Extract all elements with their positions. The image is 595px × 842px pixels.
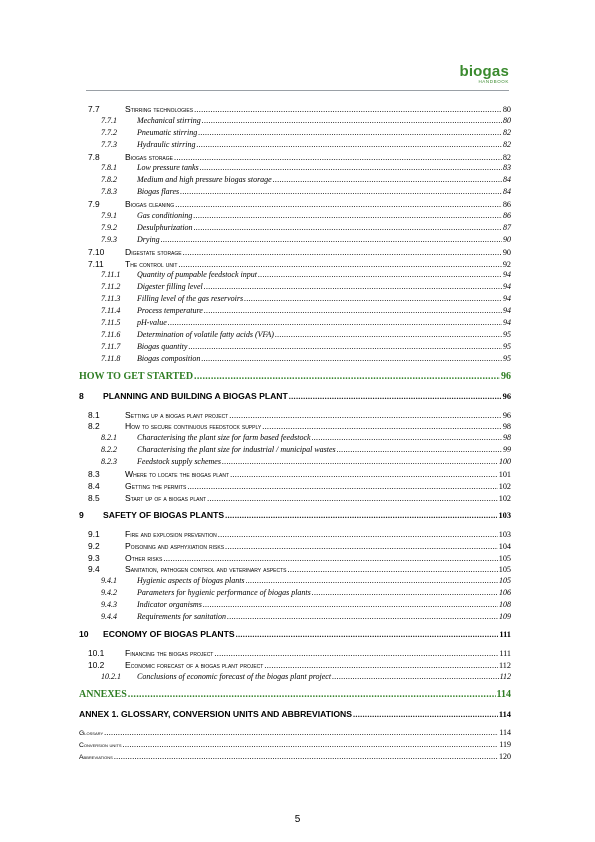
toc-entry-title: How to secure continuous feedstock supply <box>125 421 262 432</box>
toc-entry-page: 82 <box>503 127 511 137</box>
toc-dot-leader <box>198 128 502 137</box>
toc-dot-leader <box>246 576 498 585</box>
toc-entry-page: 96 <box>502 410 511 420</box>
toc-entry-title: Indicator organisms <box>137 600 202 610</box>
toc-entry-lvl2[interactable] <box>79 469 511 481</box>
toc-entry-page: 94 <box>503 282 511 292</box>
toc-entry-page: 105 <box>498 553 511 563</box>
toc-entry-number: 7.9.2 <box>101 222 117 232</box>
toc-entry-lvl2[interactable] <box>79 104 511 116</box>
toc-dot-leader <box>175 200 502 209</box>
toc-entry-lvl2[interactable] <box>79 564 511 576</box>
toc-entry-title: SAFETY OF BIOGAS PLANTS <box>103 509 225 520</box>
toc-entry-page: 98 <box>503 433 511 443</box>
toc-entry-lvl3[interactable] <box>79 163 511 175</box>
toc-entry-page: 80 <box>503 115 511 125</box>
toc-entry-page: 104 <box>498 541 511 551</box>
toc-entry-page: 102 <box>498 481 511 491</box>
toc-entry-part[interactable] <box>79 689 511 703</box>
toc-dot-leader <box>218 530 498 539</box>
toc-entry-number: 10 <box>79 628 89 639</box>
toc-entry-title: Start up of a biogas plant <box>125 492 207 503</box>
toc-entry-page: 94 <box>503 318 511 328</box>
toc-entry-title: pH-value <box>137 318 167 328</box>
toc-entry-annex-sub[interactable] <box>79 752 511 764</box>
toc-entry-lvl3[interactable] <box>79 612 511 624</box>
toc-entry-annex-sub[interactable] <box>79 740 511 752</box>
toc-entry-page: 82 <box>503 139 511 149</box>
toc-entry-page: 119 <box>499 739 511 749</box>
toc-entry-number: 7.9 <box>88 199 100 210</box>
toc-entry-title: Hygienic aspects of biogas plants <box>137 576 245 586</box>
toc-entry-lvl3[interactable] <box>79 318 511 330</box>
toc-entry-page: 95 <box>503 341 511 351</box>
toc-entry-number: 7.7.2 <box>101 127 117 137</box>
toc-entry-number: 7.11 <box>88 258 104 269</box>
toc-entry-number: 7.7.1 <box>101 115 117 125</box>
toc-dot-leader <box>196 140 502 149</box>
toc-entry-number: 9.4.3 <box>101 600 117 610</box>
toc-entry-title: Characterising the plant size for industrial / municipal wastes <box>137 445 336 455</box>
toc-entry-lvl3[interactable] <box>79 306 511 318</box>
toc-entry-number: 7.10 <box>88 246 105 257</box>
toc-entry-page: 83 <box>503 163 511 173</box>
toc-entry-lvl3[interactable] <box>79 270 511 282</box>
toc-entry-title: Filling level of the gas reservoirs <box>137 294 244 304</box>
toc-entry-number: 7.11.3 <box>101 294 121 304</box>
toc-entry-title: Biogas composition <box>137 353 201 363</box>
toc-dot-leader <box>161 235 502 244</box>
toc-entry-title: Economic forecast of a biogas plant project <box>125 659 264 670</box>
toc-dot-leader <box>194 371 500 382</box>
toc-entry-title: Parameters for hygienic performance of biogas plants <box>137 588 311 598</box>
toc-entry-number: 9.4.4 <box>101 611 117 621</box>
toc-entry-title: PLANNING AND BUILDING A BIOGAS PLANT <box>103 390 288 401</box>
toc-entry-title: Conversion units <box>79 741 122 749</box>
toc-dot-leader <box>207 494 498 503</box>
toc-entry-number: 7.8.1 <box>101 163 117 173</box>
toc-dot-leader <box>225 542 498 551</box>
toc-entry-page: 94 <box>503 270 511 280</box>
toc-entry-page: 109 <box>499 611 511 621</box>
toc-entry-page: 100 <box>499 457 511 467</box>
toc-entry-title: ANNEX 1. GLOSSARY, CONVERSION UNITS AND ABBREVIATIONS <box>79 708 352 719</box>
toc-entry-title: Process temperature <box>137 306 203 316</box>
toc-entry-title: The control unit <box>125 258 178 269</box>
toc-dot-leader <box>201 354 502 363</box>
toc-entry-lvl3[interactable] <box>79 330 511 342</box>
toc-entry-lvl2[interactable] <box>79 481 511 493</box>
toc-dot-leader <box>178 260 501 269</box>
toc-entry-number: 7.11.6 <box>101 329 121 339</box>
toc-entry-number: 9.3 <box>88 552 100 563</box>
toc-entry-page: 108 <box>499 600 511 610</box>
toc-entry-lvl3[interactable] <box>79 175 511 187</box>
toc-entry-lvl3[interactable] <box>79 116 511 128</box>
toc-entry-page: 86 <box>502 200 511 210</box>
toc-entry-page: 87 <box>503 222 511 232</box>
toc-dot-leader <box>104 728 498 737</box>
logo-word: biogas <box>459 63 509 80</box>
toc-entry-lvl2[interactable] <box>79 660 511 672</box>
toc-entry-number: 7.11.5 <box>101 318 121 328</box>
toc-dot-leader <box>183 248 502 257</box>
toc-entry-number: 8.2.2 <box>101 445 117 455</box>
toc-entry-lvl3[interactable] <box>79 187 511 199</box>
toc-entry-page: 80 <box>502 105 511 114</box>
toc-dot-leader <box>202 116 502 125</box>
toc-entry-lvl3[interactable] <box>79 445 511 457</box>
toc-entry-number: 9.4.1 <box>101 576 117 586</box>
toc-entry-number: 10.2 <box>88 659 105 670</box>
toc-dot-leader <box>312 588 498 597</box>
toc-dot-leader <box>229 411 502 420</box>
toc-entry-number: 9 <box>79 509 84 520</box>
toc-entry-lvl3[interactable] <box>79 576 511 588</box>
table-of-contents <box>79 104 511 764</box>
toc-entry-title: ECONOMY OF BIOGAS PLANTS <box>103 628 235 639</box>
toc-entry-annex-sub[interactable] <box>79 728 511 740</box>
toc-dot-leader <box>203 600 498 609</box>
toc-entry-title: Low pressure tanks <box>137 163 199 173</box>
toc-entry-title: Quantity of pumpable feedstock input <box>137 270 257 280</box>
toc-entry-lvl3[interactable] <box>79 282 511 294</box>
toc-entry-lvl2[interactable] <box>79 541 511 553</box>
toc-dot-leader <box>273 175 502 184</box>
toc-entry-number: 7.8 <box>88 151 100 162</box>
toc-dot-leader <box>258 270 502 279</box>
toc-entry-page: 86 <box>503 211 511 221</box>
toc-dot-leader <box>194 223 502 232</box>
toc-dot-leader <box>337 445 502 454</box>
toc-entry-lvl2[interactable] <box>79 259 511 271</box>
page-number: 5 <box>294 814 301 825</box>
toc-entry-number: 8 <box>79 390 84 401</box>
toc-entry-number: 8.2.3 <box>101 457 117 467</box>
logo-subtitle: HANDBOOK <box>478 79 509 84</box>
toc-entry-number: 8.1 <box>88 409 100 420</box>
toc-entry-chap[interactable] <box>79 510 511 524</box>
toc-entry-lvl2[interactable] <box>79 152 511 164</box>
toc-entry-number: 9.1 <box>88 528 100 539</box>
toc-entry-lvl3[interactable] <box>79 342 511 354</box>
toc-entry-number: 7.11.7 <box>101 341 121 351</box>
toc-entry-lvl3[interactable] <box>79 294 511 306</box>
toc-entry-page: 105 <box>499 576 511 586</box>
toc-entry-title: Hydraulic stirring <box>137 139 196 149</box>
toc-dot-leader <box>353 710 498 719</box>
toc-entry-title: Poisoning and asphyxiation risks <box>125 540 225 551</box>
toc-entry-chap[interactable] <box>79 629 511 643</box>
toc-dot-leader <box>128 689 496 700</box>
toc-dot-leader <box>174 153 502 162</box>
toc-dot-leader <box>200 163 502 172</box>
toc-dot-leader <box>312 433 502 442</box>
header-rule <box>86 90 509 91</box>
toc-dot-leader <box>114 752 498 761</box>
toc-dot-leader <box>289 392 502 401</box>
toc-entry-title: Biogas storage <box>125 151 173 162</box>
toc-entry-number: 10.2.1 <box>101 671 121 681</box>
toc-entry-title: Sanitation, pathogen control and veterinary aspects <box>125 564 287 575</box>
toc-entry-page: 112 <box>499 671 511 681</box>
toc-entry-lvl3[interactable] <box>79 588 511 600</box>
toc-dot-leader <box>168 318 502 327</box>
toc-entry-number: 7.8.3 <box>101 187 117 197</box>
toc-entry-lvl2[interactable] <box>79 553 511 565</box>
toc-entry-chap[interactable] <box>79 391 511 405</box>
toc-entry-title: Setting up a biogas plant project <box>125 409 229 420</box>
toc-entry-number: 7.7 <box>88 104 100 114</box>
toc-entry-page: 111 <box>499 629 511 639</box>
toc-entry-lvl3[interactable] <box>79 128 511 140</box>
toc-entry-lvl2[interactable] <box>79 410 511 422</box>
toc-dot-leader <box>332 672 499 681</box>
toc-entry-page: 94 <box>503 306 511 316</box>
toc-entry-lvl3[interactable] <box>79 223 511 235</box>
toc-entry-page: 114 <box>498 709 511 719</box>
toc-dot-leader <box>222 457 498 466</box>
toc-entry-page: 106 <box>499 588 511 598</box>
toc-dot-leader <box>204 306 502 315</box>
toc-entry-number: 10.1 <box>88 647 105 658</box>
toc-dot-leader <box>163 554 497 563</box>
toc-entry-lvl3[interactable] <box>79 672 511 684</box>
toc-entry-title: Where to locate the biogas plant <box>125 469 230 480</box>
toc-entry-page: 84 <box>503 187 511 197</box>
toc-dot-leader <box>275 330 502 339</box>
toc-entry-page: 120 <box>499 751 511 761</box>
toc-entry-number: 7.7.3 <box>101 139 117 149</box>
toc-entry-title: Financing the biogas project <box>125 647 214 658</box>
toc-entry-page: 92 <box>502 259 511 269</box>
toc-entry-title: Stirring technologies <box>125 104 194 114</box>
toc-entry-page: 95 <box>503 353 511 363</box>
toc-entry-page: 96 <box>502 391 511 401</box>
toc-dot-leader <box>187 482 497 491</box>
toc-entry-title: Gas conditioning <box>137 211 193 221</box>
toc-entry-number: 8.4 <box>88 480 100 491</box>
toc-entry-title: ANNEXES <box>79 688 127 700</box>
toc-entry-page: 103 <box>498 510 511 520</box>
toc-entry-number: 8.2 <box>88 421 100 432</box>
toc-entry-page: 98 <box>502 422 511 432</box>
toc-entry-number: 8.2.1 <box>101 433 117 443</box>
toc-dot-leader <box>180 187 502 196</box>
toc-entry-page: 96 <box>501 370 511 382</box>
toc-entry-lvl3[interactable] <box>79 433 511 445</box>
toc-entry-number: 9.4.2 <box>101 588 117 598</box>
toc-entry-page: 90 <box>503 234 511 244</box>
toc-entry-title: Fire and explosion prevention <box>125 528 217 539</box>
toc-entry-title: Biogas quantity <box>137 341 188 351</box>
toc-entry-number: 7.9.1 <box>101 211 117 221</box>
toc-entry-lvl2[interactable] <box>79 529 511 541</box>
toc-dot-leader <box>225 511 497 520</box>
toc-entry-title: Glossary <box>79 729 104 737</box>
toc-entry-page: 95 <box>503 329 511 339</box>
toc-entry-number: 9.4 <box>88 564 100 575</box>
toc-entry-page: 105 <box>498 565 511 575</box>
toc-entry-title: Conclusions of economic forecast of the biogas plant project <box>137 671 332 681</box>
toc-dot-leader <box>236 630 499 639</box>
toc-entry-number: 7.11.1 <box>101 270 121 280</box>
toc-dot-leader <box>230 470 498 479</box>
toc-entry-title: Requirements for sanitation <box>137 611 227 621</box>
toc-entry-lvl3[interactable] <box>79 600 511 612</box>
toc-entry-part[interactable] <box>79 371 511 385</box>
toc-entry-title: HOW TO GET STARTED <box>79 370 194 382</box>
toc-entry-lvl2[interactable] <box>79 247 511 259</box>
toc-entry-title: Abbreviations <box>79 753 113 761</box>
toc-entry-page: 82 <box>502 152 511 162</box>
toc-entry-lvl3[interactable] <box>79 235 511 247</box>
toc-entry-lvl3[interactable] <box>79 140 511 152</box>
toc-entry-number: 8.3 <box>88 469 100 480</box>
toc-entry-page: 102 <box>498 493 511 503</box>
toc-dot-leader <box>194 105 502 114</box>
toc-entry-lvl2[interactable] <box>79 199 511 211</box>
toc-entry-title: Medium and high pressure biogas storage <box>137 175 272 185</box>
toc-entry-page: 114 <box>499 727 511 737</box>
toc-entry-lvl2[interactable] <box>79 421 511 433</box>
toc-dot-leader <box>123 740 499 749</box>
toc-entry-page: 94 <box>503 294 511 304</box>
toc-entry-title: Feedstock supply schemes <box>137 457 221 467</box>
toc-dot-leader <box>244 294 502 303</box>
toc-entry-title: Desulphurization <box>137 222 193 232</box>
toc-entry-page: 103 <box>498 529 511 539</box>
toc-entry-title: Mechanical stirring <box>137 115 201 125</box>
toc-entry-title: Getting the permits <box>125 480 187 491</box>
toc-entry-lvl3[interactable] <box>79 354 511 366</box>
toc-dot-leader <box>264 661 498 670</box>
toc-dot-leader <box>227 612 498 621</box>
toc-dot-leader <box>204 282 502 291</box>
toc-entry-page: 101 <box>498 470 511 480</box>
toc-dot-leader <box>193 211 502 220</box>
toc-entry-number: 7.11.8 <box>101 353 121 363</box>
toc-dot-leader <box>214 649 498 658</box>
toc-entry-title: Characterising the plant size for farm based feedstock <box>137 433 311 443</box>
toc-entry-page: 112 <box>499 660 511 670</box>
toc-entry-page: 114 <box>496 688 511 700</box>
toc-entry-lvl2[interactable] <box>79 493 511 505</box>
toc-entry-number: 7.11.2 <box>101 282 121 292</box>
toc-entry-page: 84 <box>503 175 511 185</box>
toc-dot-leader <box>188 342 502 351</box>
toc-entry-title: Biogas cleaning <box>125 199 175 210</box>
toc-entry-title: Determination of volatile fatty acids (VFA) <box>137 329 274 339</box>
toc-dot-leader <box>288 565 498 574</box>
toc-entry-page: 111 <box>499 648 511 658</box>
toc-entry-lvl3[interactable] <box>79 211 511 223</box>
toc-entry-annex-head[interactable] <box>79 709 511 723</box>
toc-entry-number: 7.11.4 <box>101 306 121 316</box>
toc-entry-lvl2[interactable] <box>79 648 511 660</box>
toc-entry-title: Digester filling level <box>137 282 203 292</box>
toc-entry-title: Biogas flares <box>137 187 180 197</box>
toc-entry-number: 8.5 <box>88 492 100 503</box>
toc-entry-number: 7.9.3 <box>101 234 117 244</box>
toc-entry-title: Drying <box>137 234 160 244</box>
toc-entry-title: Pneumatic stirring <box>137 127 198 137</box>
toc-entry-title: Other risks <box>125 552 163 563</box>
toc-entry-page: 90 <box>502 247 511 257</box>
toc-entry-page: 99 <box>503 445 511 455</box>
toc-entry-number: 7.8.2 <box>101 175 117 185</box>
toc-entry-lvl3[interactable] <box>79 457 511 469</box>
biogas-handbook-logo <box>459 64 509 85</box>
toc-entry-number: 9.2 <box>88 540 100 551</box>
toc-entry-title: Digestate storage <box>125 246 182 257</box>
toc-dot-leader <box>262 422 502 431</box>
